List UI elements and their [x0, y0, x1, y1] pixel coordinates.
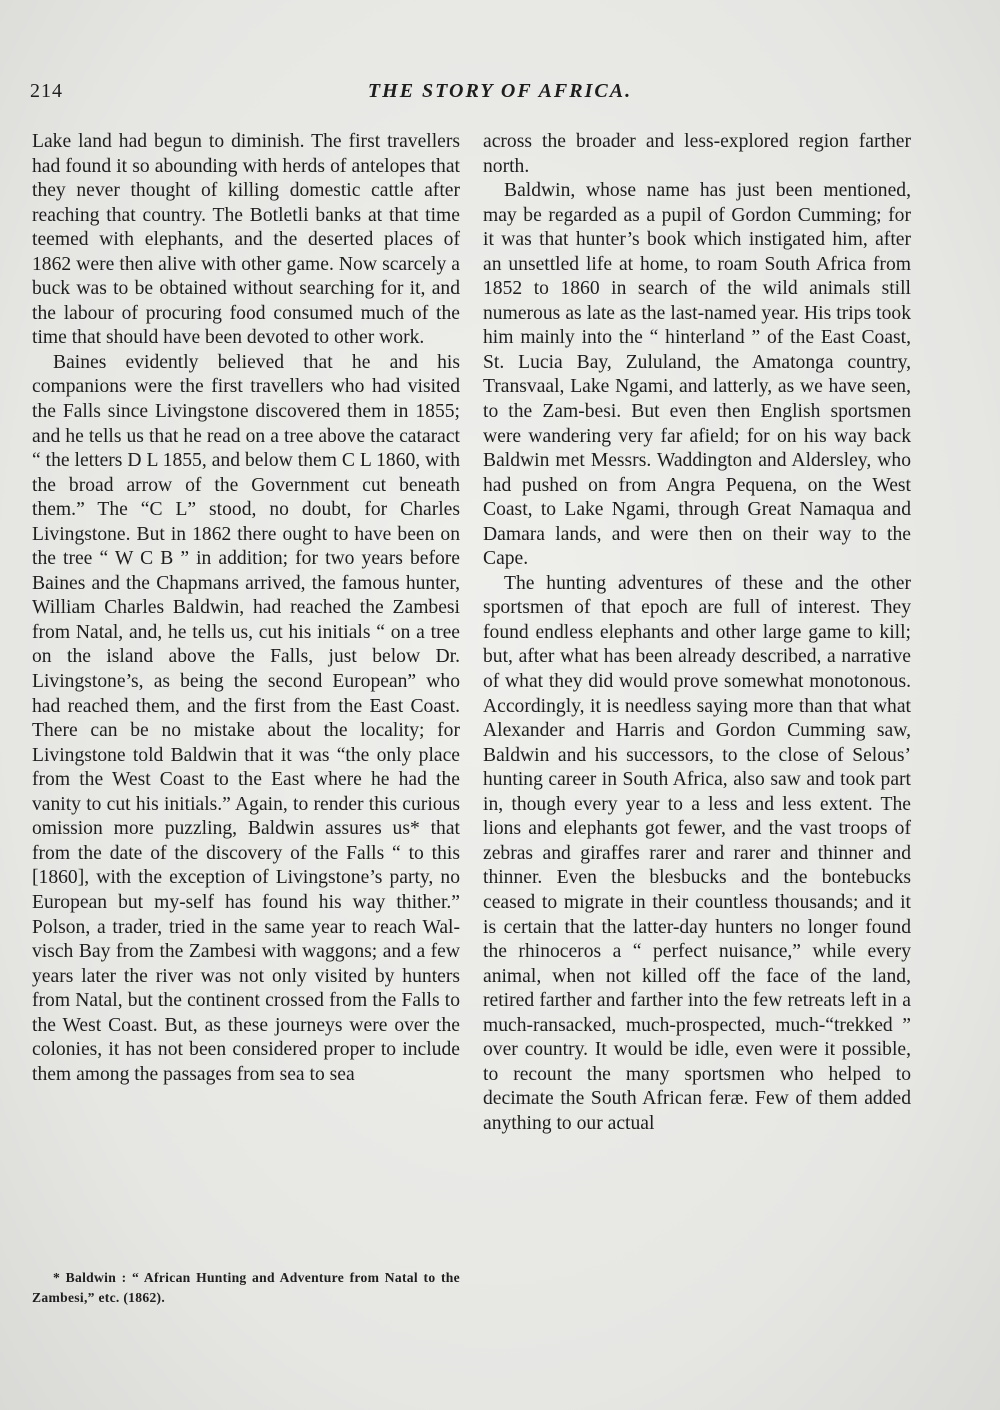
- left-column: [32, 130, 460, 1087]
- page-number: 214: [30, 80, 63, 102]
- footnote: * Baldwin : “ African Hunting and Adventure from Natal to the Zambesi,” etc. (1862).: [32, 1270, 460, 1305]
- paragraph: The hunting adventures of these and the other sportsmen of that epoch are full of interest. They found endless elephants and other large game to kill; but, after what has been already described, a narrative of what they did would prove somewhat monotonous. Accordingly, it is needless saying more than that what Alexander and Harris and Gordon Cumming saw, Baldwin and his successors, to the close of Selous’ hunting career in South Africa, also saw and took part in, though every year to a less and less extent. The lions and elephants got fewer, and the vast troops of zebras and giraffes rarer and rarer and thinner and thinner. Even the blesbucks and the bontebucks ceased to migrate in their countless thousands; and it is certain that the latter-day hunters no longer found the rhinoceros a “ perfect nuisance,” while every animal, when not killed off the face of the land, retired farther and farther into the few retreats left in a much-ransacked, much-prospected, much-“trekked ” over country. It would be idle, even were it possible, to recount the many sportsmen who helped to decimate the South African feræ. Few of them added anything to our actual: [483, 572, 911, 1134]
- paragraph: across the broader and less-explored region farther north.: [483, 131, 911, 177]
- paragraph: Lake land had begun to diminish. The first travellers had found it so abounding with herds of antelopes that they never thought of killing domestic cattle after reaching that country. The Botletli banks at that time teemed with elephants, and the deserted places of 1862 were then alive with other game. Now scarcely a buck was to be obtained without searching for it, and the labour of procuring food consumed much of the time that should have been devoted to other work.: [32, 131, 460, 349]
- paragraph: Baines evidently believed that he and his companions were the first travellers who had visited the Falls since Livingstone discovered them in 1855; and he tells us that he read on a tree above the cataract “ the letters D L 1855, and below them C L 1860, with the broad arrow of the Government cut beneath them.” The “C L” stood, no doubt, for Charles Livingstone. But in 1862 there ought to have been on the tree “ W C B ” in addition; for two years before Baines and the Chapmans arrived, the famous hunter, William Charles Baldwin, had reached the Zambesi from Natal, and, he tells us, cut his initials “ on a tree on the island above the Falls, just below Dr. Livingstone’s, as being the second European” who had reached them, and the first from the East Coast. There can be no mistake about the locality; for Livingstone told Baldwin that it was “the only place from the West Coast to the East where he had the vanity to cut his initials.” Again, to render this curious omission more puzzling, Baldwin assures us* that from the date of the discovery of the Falls “ to this [1860], with the exception of Livingstone’s party, no European but my-self has found his way thither.” Polson, a trader, tried in the same year to reach Wal-visch Bay from the Zambesi with waggons; and a few years later the river was not only visited by hunters from Natal, but the continent crossed from the Falls to the West Coast. But, as these journeys were over the colonies, it has not been considered proper to include them among the passages from sea to sea: [32, 351, 460, 1085]
- running-head: THE STORY OF AFRICA.: [367, 80, 633, 102]
- right-column: [483, 130, 911, 1136]
- paragraph: Baldwin, whose name has just been mentioned, may be regarded as a pupil of Gordon Cumming; for it was that hunter’s book which instigated him, after an unsettled life at home, to roam South Africa from 1852 to 1860 in search of the wild animals still numerous as late as the last-named year. His trips took him mainly into the “ hinterland ” of the East Coast, St. Lucia Bay, Zululand, the Amatonga country, Transvaal, Lake Ngami, and latterly, as we have seen, to the Zam-besi. But even then English sportsmen were wandering very far afield; for on his way back Baldwin met Messrs. Waddington and Aldersley, who had pushed on from Angra Pequena, on the West Coast, to Lake Ngami, through Great Namaqua and Damara lands, and were then on their way to the Cape.: [483, 180, 911, 570]
